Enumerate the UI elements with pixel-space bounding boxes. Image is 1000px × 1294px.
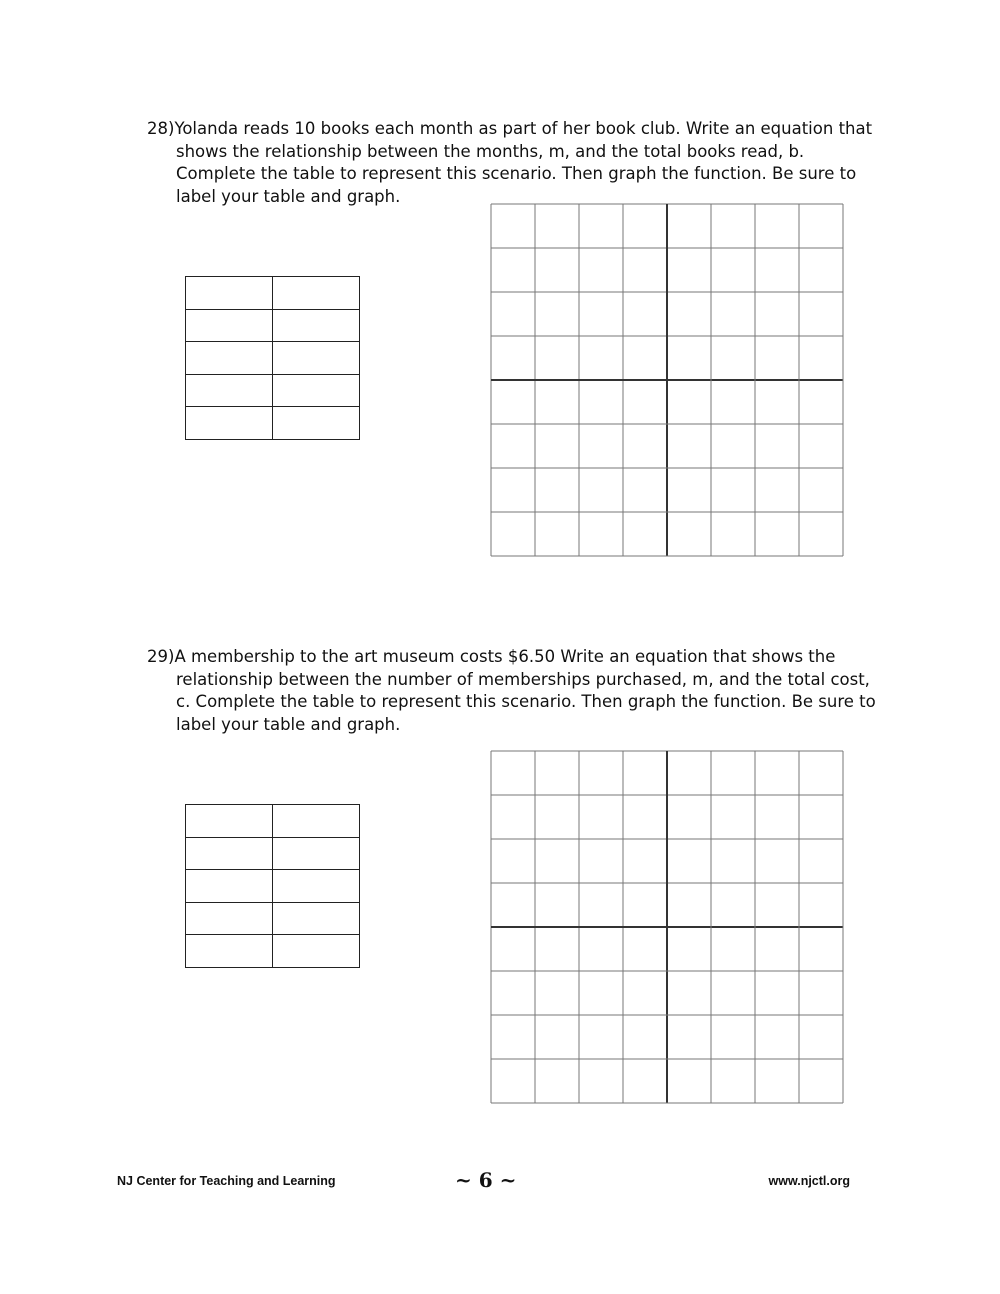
table-cell[interactable] [186,805,273,838]
table-row [186,870,360,903]
table-cell[interactable] [186,407,273,440]
problem-28 [147,118,887,208]
table-row [186,342,360,375]
footer-organization: NJ Center for Teaching and Learning [117,1174,336,1188]
problem-29-number: 29) [147,647,175,666]
table-row [186,935,360,968]
table-cell[interactable] [273,277,360,310]
table-cell[interactable] [186,837,273,870]
problem-28-prompt: Yolanda reads 10 books each month as part of her book club. Write an equation that shows the relationship between the months, m, and the total books read, b. Complete the table to represent this scenario. Then graph the function. Be sure to label your table and graph. [174,119,873,206]
footer-website: www.njctl.org [768,1174,850,1188]
table-cell[interactable] [273,407,360,440]
problem-28-table[interactable] [185,276,360,440]
table-cell[interactable] [186,277,273,310]
table-cell[interactable] [273,902,360,935]
table-cell[interactable] [186,342,273,375]
table-row [186,374,360,407]
table-cell[interactable] [273,837,360,870]
problem-28-text [147,118,887,208]
table-row [186,277,360,310]
problem-29 [147,646,887,736]
problem-29-graph-grid[interactable] [490,750,844,1104]
table-row [186,902,360,935]
table-cell[interactable] [273,342,360,375]
table-cell[interactable] [186,374,273,407]
table-cell[interactable] [186,309,273,342]
table-cell[interactable] [186,902,273,935]
table-cell[interactable] [273,935,360,968]
table-cell[interactable] [273,870,360,903]
problem-28-graph-grid[interactable] [490,203,844,557]
problem-29-table[interactable] [185,804,360,968]
table-cell[interactable] [273,805,360,838]
problem-28-number: 28) [147,119,175,138]
table-row [186,837,360,870]
table-row [186,805,360,838]
problem-29-text [147,646,887,736]
table-row [186,309,360,342]
table-cell[interactable] [186,935,273,968]
table-cell[interactable] [186,870,273,903]
problem-29-prompt: A membership to the art museum costs $6.50 Write an equation that shows the relationship between the number of memberships purchased, m, and the total cost, c. Complete the table to represent this scenario. Then graph the function. Be sure to label your table and graph. [174,647,876,734]
table-row [186,407,360,440]
page-number: ~ 6 ~ [455,1168,517,1192]
table-cell[interactable] [273,309,360,342]
table-cell[interactable] [273,374,360,407]
